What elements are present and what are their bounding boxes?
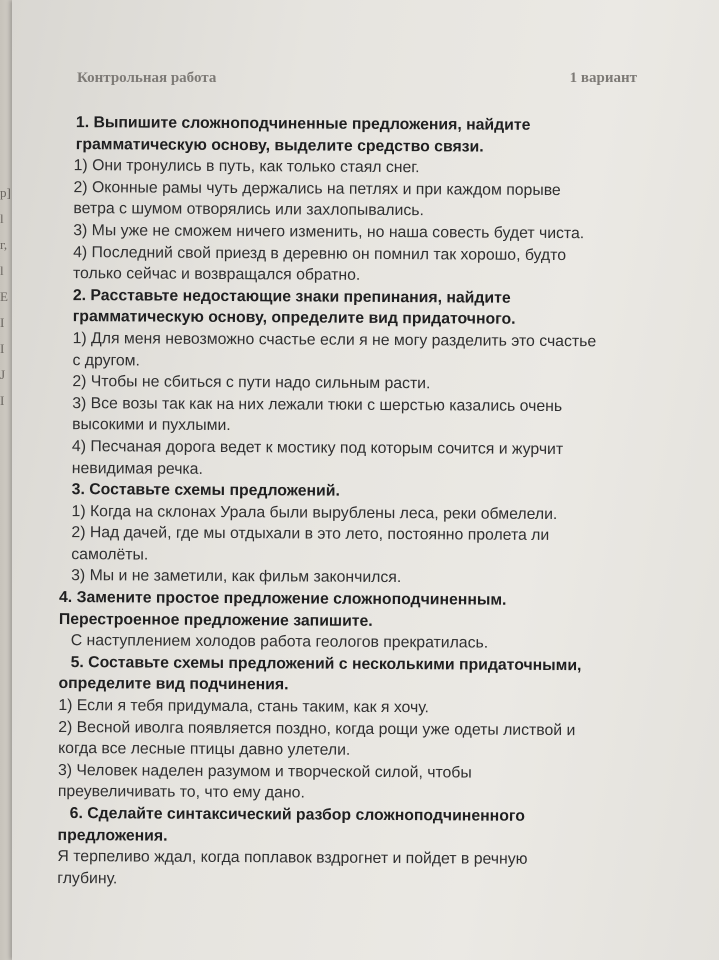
document-title: Контрольная работа	[77, 70, 217, 86]
task-1-item: ветра с шумом отворялись или захлопывались.	[73, 200, 424, 220]
task-5-item: 1) Если я тебя придумала, стань таким, как я хочу.	[58, 697, 430, 717]
edge-glyph: E	[0, 289, 8, 304]
task-1-heading: грамматическую основу, выделите средство связи.	[75, 135, 484, 156]
task-2-item: 1) Для меня невозможно счастье если я не могу разделить это счастье	[72, 330, 597, 351]
task-6-heading: предложения.	[57, 826, 168, 845]
task-1-item: 2) Оконные рамы чуть держались на петлях и при каждом порыве	[73, 178, 561, 199]
task-4-heading: Перестроенное предложение запишите.	[58, 610, 373, 630]
task-5-item: 2) Весной иволга появляется поздно, когда рощи уже одеты листвой и	[58, 718, 576, 739]
page-header	[77, 70, 637, 87]
task-3-heading: 3. Составьте схемы предложений.	[71, 481, 340, 500]
task-5-item: 3) Человек наделен разумом и творческой силой, чтобы	[57, 761, 472, 782]
task-4-item: С наступлением холодов работа геологов прекратилась.	[70, 632, 489, 652]
edge-glyph: l	[0, 263, 4, 278]
task-1-item: 4) Последний свой приезд в деревню он помнил так хорошо, будто	[73, 243, 567, 264]
task-2-item: высокими и пухлыми.	[72, 416, 231, 435]
edge-glyph: J	[0, 367, 6, 382]
edge-glyph: p]	[0, 185, 11, 200]
task-list	[57, 112, 690, 893]
task-2-item: 4) Песчаная дорога ведет к мостику под которым сочится и журчит	[71, 437, 564, 458]
task-2-item: с другом.	[72, 351, 141, 370]
task-3-item: 2) Над дачей, где мы отдыхали в это лето, постоянно пролета ли	[71, 524, 550, 545]
task-3-item: 1) Когда на склонах Урала были вырублены леса, реки обмелели.	[71, 502, 558, 523]
adjacent-page-edge	[0, 180, 12, 414]
task-6-item: глубину.	[57, 869, 118, 888]
edge-glyph: I	[0, 393, 5, 408]
task-2-item: 3) Все возы так как на них лежали тюки с шерстью казались очень	[72, 394, 563, 415]
task-1-item: только сейчас и возвращался обратно.	[72, 265, 361, 284]
edge-glyph: l	[0, 211, 4, 226]
task-2-heading: грамматическую основу, определите вид придаточного.	[72, 308, 516, 329]
edge-glyph: г,	[0, 237, 8, 252]
task-5-item: когда все лесные птицы давно улетели.	[58, 740, 351, 759]
task-6-item: Я терпеливо ждал, когда поплавок вздрогнет и пойдет в речную	[57, 848, 528, 869]
task-2-item: невидимая речка.	[71, 459, 203, 478]
task-4-heading: 4. Замените простое предложение сложноподчиненным.	[58, 589, 507, 609]
variant-label: 1 вариант	[569, 70, 637, 86]
task-2-item: 2) Чтобы не сбиться с пути надо сильным расти.	[72, 373, 431, 393]
task-5-item: преувеличивать то, что ему дано.	[57, 783, 305, 802]
edge-glyph: I	[0, 315, 5, 330]
task-3-item: 3) Мы и не заметили, как фильм закончился.	[71, 567, 402, 587]
task-5-heading: определите вид подчинения.	[58, 675, 289, 694]
edge-glyph: I	[0, 341, 5, 356]
task-2-heading: 2. Расставьте недостающие знаки препинания, найдите	[72, 286, 511, 307]
task-5-heading: 5. Составьте схемы предложений с несколькими придаточными,	[70, 653, 582, 675]
task-6-heading: 6. Сделайте синтаксический разбор сложноподчиненного	[69, 805, 525, 825]
task-1-item: 3) Мы уже не сможем ничего изменить, но наша совесть будет чиста.	[73, 222, 585, 243]
task-3-item: самолёты.	[71, 545, 149, 564]
task-1-item: 1) Они тронулись в путь, как только стаял снег.	[73, 157, 420, 177]
task-1-heading: 1. Выпишите сложноподчиненные предложения, найдите	[75, 114, 531, 134]
